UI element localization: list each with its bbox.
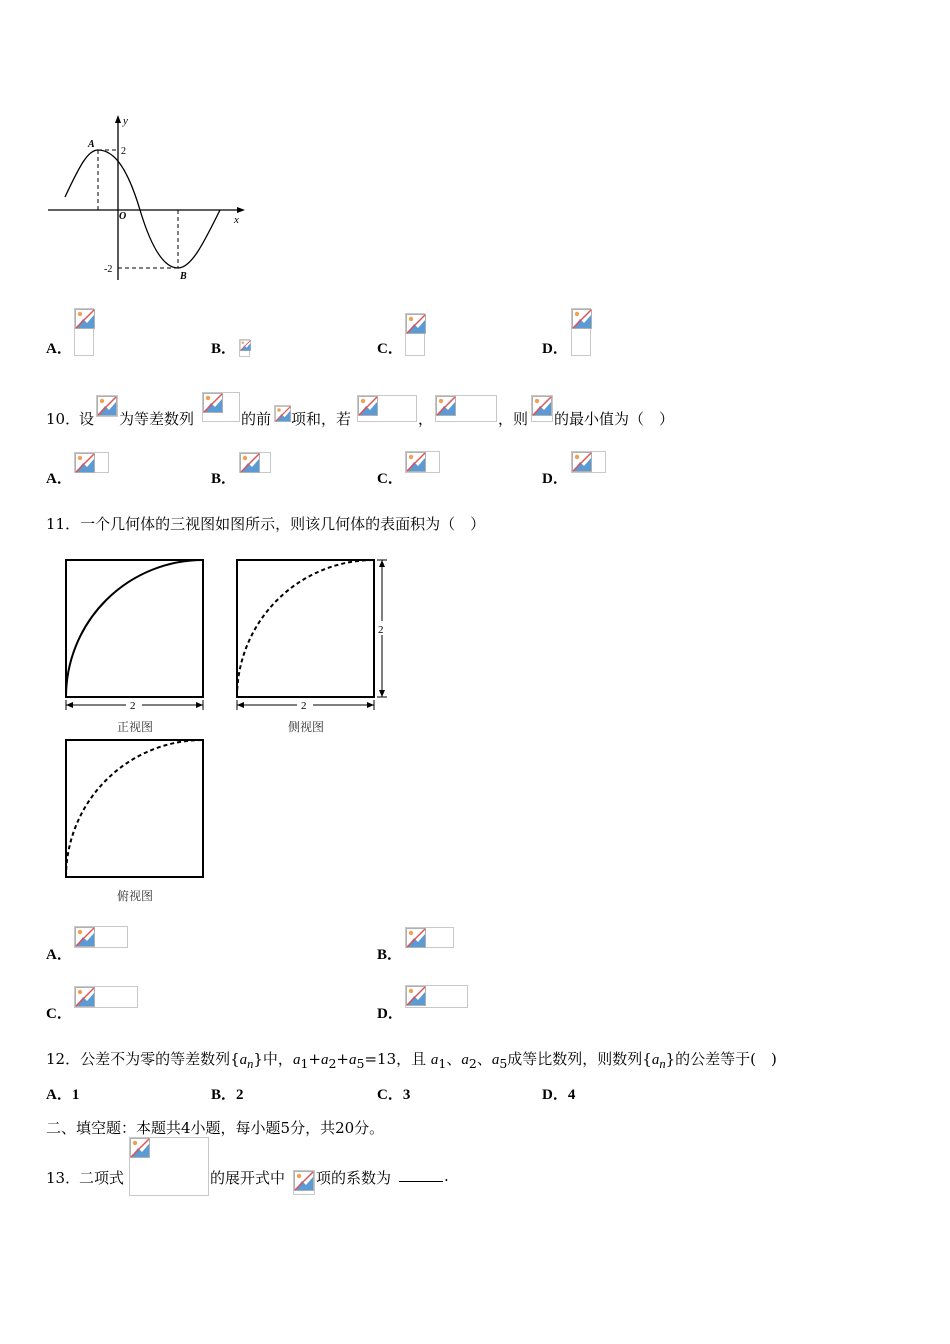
- q10-text-4: 项和，若: [291, 410, 352, 428]
- origin-label: O: [119, 211, 127, 222]
- q12-a1: a: [292, 1052, 301, 1068]
- q12-n-sub-2: n: [659, 1057, 666, 1071]
- q13-text-1: 二项式: [79, 1169, 125, 1187]
- q10-option-b-image: [239, 452, 271, 473]
- q11-option-a-image: [74, 926, 128, 948]
- q9-option-b-image: [239, 339, 250, 357]
- q10-option-a-label: A．: [46, 471, 72, 487]
- q10-formula-6: [531, 395, 553, 422]
- broken-image-icon: [406, 928, 426, 948]
- q12-sep-2: 、: [476, 1050, 492, 1068]
- q12-option-d: [542, 1083, 575, 1104]
- q13-answer-blank[interactable]: [399, 1168, 443, 1186]
- point-b-label: B: [180, 271, 187, 282]
- q10-formula-5: [435, 395, 497, 422]
- q12-option-a-value: 1: [71, 1087, 80, 1103]
- q9-option-b-label: B．: [211, 341, 237, 357]
- broken-image-icon: [436, 396, 456, 416]
- q12-a-n-2: a: [651, 1052, 660, 1068]
- q12-a1b: a: [430, 1052, 439, 1068]
- q13-number: 13．: [46, 1169, 81, 1187]
- broken-image-icon: [406, 314, 426, 334]
- broken-image-icon: [275, 406, 291, 422]
- q12-option-b-letter: B．: [211, 1087, 237, 1103]
- q12-option-c-value: 3: [402, 1087, 411, 1103]
- q12-a-n: a: [239, 1052, 248, 1068]
- q12-stem: [46, 1048, 777, 1072]
- q13-text-3: 项的系数为: [316, 1169, 392, 1187]
- side-height-dim-label: 2: [378, 624, 384, 636]
- top-view-caption: 俯视图: [117, 889, 154, 903]
- broken-image-icon: [532, 396, 552, 416]
- q13-text-2: 的展开式中: [210, 1169, 286, 1187]
- x-axis-label: x: [234, 214, 239, 226]
- q12-option-a-letter: A．: [46, 1087, 72, 1103]
- q10-text-6: ，则: [498, 410, 529, 428]
- q10-option-a-image: [74, 452, 109, 473]
- q12-plus-1: +: [308, 1050, 321, 1068]
- q12-a5b: a: [491, 1052, 500, 1068]
- q10-text-2: 为等差数列: [119, 410, 195, 428]
- q11-option-c-label: C．: [46, 1006, 72, 1022]
- y-axis-label: y: [123, 115, 128, 127]
- q11-option-d-label: D．: [377, 1006, 403, 1022]
- q9-option-c-label: C．: [377, 341, 403, 357]
- y-max-label: 2: [121, 146, 126, 157]
- q13-formula-binomial: [129, 1137, 209, 1196]
- q12-sub-1b: 1: [438, 1056, 447, 1071]
- q11-option-a-label: A．: [46, 947, 72, 963]
- q10-text-3: 的前: [241, 410, 272, 428]
- broken-image-icon: [572, 452, 592, 472]
- q10-text-1: 设: [79, 410, 95, 428]
- side-view-caption: 侧视图: [288, 720, 325, 734]
- q12-option-a: [46, 1083, 79, 1104]
- front-view-figure: [58, 555, 213, 715]
- q10-formula-3: [274, 405, 291, 422]
- broken-image-icon: [406, 986, 426, 1006]
- q12-option-b-value: 2: [236, 1087, 244, 1103]
- q12-option-c-letter: C．: [377, 1087, 403, 1103]
- q10-number: 10．: [46, 410, 81, 428]
- q12-n-sub: n: [247, 1057, 254, 1071]
- q12-sep-1: 、: [446, 1050, 462, 1068]
- q12-sub-1: 1: [300, 1056, 309, 1071]
- side-view-figure: [229, 555, 394, 715]
- q9-option-d-label: D．: [542, 341, 568, 357]
- broken-image-icon: [97, 396, 117, 416]
- q10-option-c-image: [405, 451, 440, 473]
- q12-text-1: 公差不为零的等差数列{: [80, 1050, 240, 1068]
- q9-option-a-image: [74, 308, 94, 356]
- q12-eq: =13，且: [364, 1050, 427, 1068]
- broken-image-icon: [572, 309, 592, 329]
- q9-option-c-image: [405, 313, 425, 356]
- q10-option-b-label: B．: [211, 471, 237, 487]
- q12-a5: a: [349, 1052, 357, 1068]
- q11-option-b-image: [405, 927, 454, 948]
- q11-option-d-image: [405, 985, 468, 1008]
- broken-image-icon: [240, 340, 251, 351]
- q12-option-c: [377, 1083, 410, 1104]
- y-min-label: -2: [104, 264, 113, 275]
- sine-graph: [40, 110, 255, 290]
- q10-text-5: ，: [418, 410, 434, 428]
- q10-formula-2: [202, 392, 240, 422]
- q9-option-d-image: [571, 308, 591, 356]
- broken-image-icon: [75, 309, 95, 329]
- q12-text-3: 成等比数列，则数列{: [507, 1050, 652, 1068]
- q11-option-b-label: B．: [377, 947, 403, 963]
- q13-formula-term: [293, 1170, 315, 1195]
- q12-text-2: }中，: [253, 1050, 293, 1068]
- broken-image-icon: [75, 927, 95, 947]
- q12-plus-2: +: [336, 1050, 349, 1068]
- q9-option-a-label: A．: [46, 341, 72, 357]
- q12-a2: a: [320, 1052, 329, 1068]
- q12-sub-2b: 2: [468, 1056, 477, 1071]
- q12-a2b: a: [461, 1052, 469, 1068]
- side-width-dim-label: 2: [301, 700, 307, 712]
- top-view-figure: [58, 735, 213, 885]
- broken-image-icon: [130, 1138, 150, 1158]
- q12-text-4: }的公差等于( ): [665, 1050, 777, 1068]
- q10-formula-4: [357, 395, 417, 422]
- broken-image-icon: [240, 453, 260, 473]
- q13-end: .: [444, 1167, 449, 1185]
- q10-formula-1: [96, 395, 118, 417]
- q12-option-d-letter: D．: [542, 1087, 568, 1103]
- broken-image-icon: [406, 452, 426, 472]
- q11-stem: 11．一个几何体的三视图如图所示，则该几何体的表面积为（ ）: [46, 515, 486, 533]
- broken-image-icon: [294, 1171, 314, 1191]
- q12-sub-5b: 5: [499, 1056, 508, 1071]
- q10-option-c-label: C．: [377, 471, 403, 487]
- q10-option-d-image: [571, 451, 606, 473]
- q12-sub-5: 5: [356, 1056, 365, 1071]
- q11-option-c-image: [74, 986, 138, 1008]
- section-2-heading: 二、填空题：本题共4小题，每小题5分，共20分。: [46, 1119, 385, 1137]
- broken-image-icon: [75, 453, 95, 473]
- q10-option-d-label: D．: [542, 471, 568, 487]
- broken-image-icon: [75, 987, 95, 1007]
- front-view-caption: 正视图: [117, 720, 154, 734]
- point-a-label: A: [88, 139, 95, 150]
- q12-option-b: [211, 1083, 244, 1104]
- q12-sub-2: 2: [328, 1056, 337, 1071]
- q10-text-7: 的最小值为（ ）: [554, 410, 675, 428]
- q12-number: 12．: [46, 1050, 81, 1068]
- broken-image-icon: [358, 396, 378, 416]
- front-dim-label: 2: [130, 700, 136, 712]
- broken-image-icon: [203, 393, 223, 413]
- q12-option-d-value: 4: [567, 1087, 576, 1103]
